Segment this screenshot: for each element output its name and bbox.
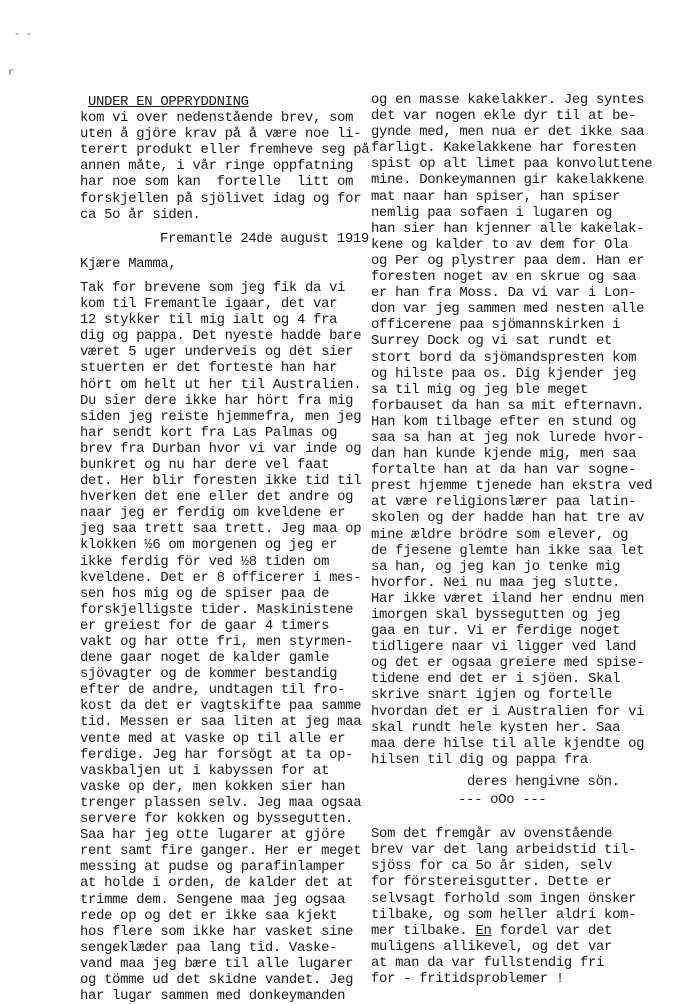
margin-mark-top: - -: [14, 30, 33, 41]
letter-line: prest hjemme tjenede han ekstra ved: [371, 478, 653, 495]
letter-line: skolen og der hadde han hat tre av: [371, 510, 645, 527]
letter-body-right: [371, 92, 671, 768]
letter-line: har sendt kort fra Las Palmas og: [80, 424, 338, 441]
letter-line: sa han, og jeg kan jo tenke mig: [371, 558, 621, 575]
letter-place-date: Fremantle 24de august 1919: [160, 230, 369, 247]
afterword-line: [371, 923, 671, 939]
letter-line: messing at pudse og parafinlamper: [80, 859, 346, 876]
letter-line: Du sier dere ikke har hört fra mig: [80, 392, 354, 409]
letter-line: 12 stykker til mig ialt og 4 fra: [80, 312, 338, 329]
letter-line: gynde med, men nua er det ikke saa: [371, 124, 645, 141]
letter-line: skrive snart igjen og fortelle: [371, 687, 613, 704]
letter-line: de fjesene glemte han ikke saa let: [371, 542, 645, 559]
afterword-line: for - fritidsproblemer !: [371, 970, 564, 987]
letter-salutation: Kjære Mamma,: [80, 255, 177, 272]
letter-line: efter de andre, undtagen til fro-: [80, 682, 346, 699]
letter-line: har lugar sammen med donkeymanden: [80, 988, 346, 1004]
intro-line: forskjellen på sjölivet idag og for: [80, 190, 362, 207]
letter-line: forskjelligste tider. Maskinistene: [80, 601, 354, 618]
letter-line: Tak for brevene som jeg fik da vi: [80, 279, 346, 296]
left-column: [80, 94, 370, 1004]
letter-body-left: [80, 280, 370, 1004]
letter-line: dan han kunde kjende mig, men saa: [371, 446, 637, 463]
letter-line: forbauset da han sa mit efternavn.: [371, 397, 645, 414]
letter-line: trimme dem. Sengene maa jeg ogsaa: [80, 891, 346, 908]
intro-line: har noe som kan fortelle litt om: [80, 174, 354, 191]
letter-line: gaa en tur. Vi er ferdige noget: [371, 623, 621, 640]
letter-line: vakt og har otte fri, men styrmen-: [80, 634, 354, 650]
letter-line: klokken ½6 om morgenen og jeg er: [80, 537, 338, 554]
letter-line: mat naar han spiser, han spiser: [371, 188, 621, 205]
afterword-line: muligens allikevel, og det var: [371, 938, 613, 955]
letter-line: foresten noget av en skrue og saa: [371, 269, 637, 286]
letter-line: vente med at vaske op til alle er: [80, 730, 346, 747]
letter-line: brev fra Durban hvor vi var inde og: [80, 440, 362, 457]
letter-line: spist op alt limet paa konvoluttene: [371, 156, 653, 173]
letter-line: vaske op der, men kokken sier han: [80, 778, 346, 795]
afterword-line: sjöss for ca 5o år siden, selv: [371, 858, 613, 875]
letter-line: trenger plassen selv. Jeg maa ogsaa: [80, 794, 362, 811]
afterword-line: Som det fremgår av ovenstående: [371, 826, 613, 843]
afterword-line: selvsagt forhold som ingen önsker: [371, 890, 637, 907]
letter-line: sjövagter og de kommer bestandig: [80, 666, 338, 683]
letter-line: hilsen til dig og pappa fra: [371, 751, 588, 768]
margin-mark-side: r: [8, 68, 15, 79]
letter-line: det var nogen ekle dyr til at be-: [371, 108, 637, 125]
letter-line: Han kom tilbage efter en stund og: [371, 413, 637, 430]
letter-line: skal rundt hele kysten her. Saa: [371, 719, 621, 736]
letter-line: været 5 uger underveis og det sier: [80, 344, 354, 361]
letter-line: tid. Messen er saa liten at jeg maa: [80, 714, 362, 731]
afterword-line: brev var det lang arbeidstid til-: [371, 842, 637, 859]
letter-line: hvordan det er i Australien for vi: [371, 703, 645, 720]
letter-line: stuerten er det forteste han har: [80, 360, 338, 377]
letter-line: Saa har jeg otte lugarer at gjöre: [80, 827, 346, 844]
letter-line: vand maa jeg bære til alle lugarer: [80, 955, 354, 972]
letter-line: hverken det ene eller det andre og: [80, 489, 354, 506]
article-title: UNDER EN OPPRYDDNING: [88, 94, 249, 110]
afterword-emphasis: En: [475, 922, 492, 939]
letter-line: dig og pappa. Det nyeste hadde bare: [80, 328, 362, 345]
letter-line: Har ikke været iland her endnu men: [371, 590, 645, 607]
letter-line: dene gaar noget de kalder gamle: [80, 650, 330, 667]
letter-line: og en masse kakelakker. Jeg syntes: [371, 92, 645, 108]
letter-line: imorgen skal byssegutten og jeg: [371, 607, 621, 623]
right-column: [371, 92, 671, 987]
letter-line: kveldene. Det er 8 officerer i mes-: [80, 569, 362, 586]
letter-line: saa sa han at jeg nok lurede hvor-: [371, 429, 645, 446]
letter-line: mine ældre brödre som elever, og: [371, 526, 629, 543]
section-divider: --- oOo ---: [458, 792, 547, 809]
letter-line: ferdige. Jeg har forsögt at ta op-: [80, 746, 354, 763]
letter-line: at være religionslærer paa latin-: [371, 494, 637, 511]
afterword-line: tilbake, og som heller aldri kom-: [371, 906, 637, 923]
intro-paragraph: [80, 110, 370, 223]
letter-line: sa til mig og jeg ble meget: [371, 381, 588, 398]
letter-line: tidligere naar vi ligger ved land: [371, 639, 637, 656]
letter-line: og tömme ud det skidne vandet. Jeg: [80, 971, 354, 988]
letter-line: han sier han kjenner alle kakelak-: [371, 220, 645, 237]
letter-line: er greiest for de gaar 4 timers: [80, 617, 330, 634]
letter-line: det. Her blir foresten ikke tid til: [80, 473, 362, 490]
letter-line: er han fra Moss. Da vi var i Lon-: [371, 285, 637, 302]
letter-line: og det er ogsaa greiere med spise-: [371, 655, 645, 672]
afterword-text: fordel var det: [491, 922, 613, 939]
letter-closing: deres hengivne sön.: [467, 773, 620, 790]
intro-line: ca 5o år siden.: [80, 206, 201, 223]
letter-line: siden jeg reiste hjemmefra, men jeg: [80, 408, 362, 425]
afterword-text: mer tilbake.: [371, 922, 468, 939]
letter-line: maa dere hilse til alle kjendte og: [371, 735, 645, 752]
letter-line: kost da det er vagtskifte paa samme: [80, 698, 362, 715]
letter-line: ikke ferdig för ved ½8 tiden om: [80, 553, 330, 570]
afterword-line: for förstereisgutter. Dette er: [371, 874, 613, 891]
letter-line: tidene end det er i sjöen. Skal: [371, 671, 621, 688]
letter-line: officerene paa sjömannskirken i: [371, 317, 621, 334]
letter-line: Surrey Dock og vi sat rundt et: [371, 333, 613, 350]
letter-line: sengeklæder paa lang tid. Vaske-: [80, 939, 338, 956]
afterword-line: at man da var fullstendig fri: [371, 954, 605, 971]
letter-line: don var jeg sammen med nesten alle: [371, 301, 645, 318]
intro-line: kom vi over nedenstående brev, som: [80, 110, 354, 127]
letter-line: hvorfor. Nei nu maa jeg slutte.: [371, 574, 621, 591]
letter-line: fortalte han at da han var sogne-: [371, 462, 637, 479]
letter-line: at holde i orden, de kalder det at: [80, 875, 354, 892]
letter-line: rede op og det er ikke saa kjekt: [80, 907, 338, 924]
letter-line: og Per og plystrer paa dem. Han er: [371, 252, 645, 269]
letter-line: stort bord da sjömandspresten kom: [371, 349, 637, 366]
intro-line: terert produkt eller fremheve seg på: [80, 142, 370, 159]
letter-line: nemlig paa sofaen i lugaren og: [371, 204, 613, 221]
letter-line: servere for kokken og byssegutten.: [80, 811, 354, 828]
letter-line: naar jeg er ferdig om kveldene er: [80, 505, 346, 522]
letter-line: jeg saa trett saa trett. Jeg maa op: [80, 521, 362, 538]
letter-line: kom til Fremantle igaar, det var: [80, 296, 338, 313]
letter-line: og hilste paa os. Dig kjender jeg: [371, 365, 637, 382]
letter-line: hos flere som ikke har vasket sine: [80, 923, 354, 940]
afterword-paragraph: [371, 826, 671, 987]
letter-line: farligt. Kakelakkene har foresten: [371, 140, 637, 157]
letter-line: hört om helt ut her til Australien.: [80, 376, 362, 393]
intro-line: uten å gjöre krav på å være noe li-: [80, 126, 362, 143]
letter-line: kene og kalder to av dem for Ola: [371, 236, 629, 253]
intro-line: annen måte, i vår ringe oppfatning: [80, 158, 354, 175]
letter-line: vaskbaljen ut i kabyssen for at: [80, 762, 330, 779]
letter-line: rent samt fire ganger. Her er meget: [80, 843, 362, 860]
letter-line: bunkret og nu har dere vel faat: [80, 456, 330, 473]
letter-line: sen hos mig og de spiser paa de: [80, 585, 330, 602]
letter-line: mine. Donkeymannen gir kakelakkene: [371, 172, 645, 189]
